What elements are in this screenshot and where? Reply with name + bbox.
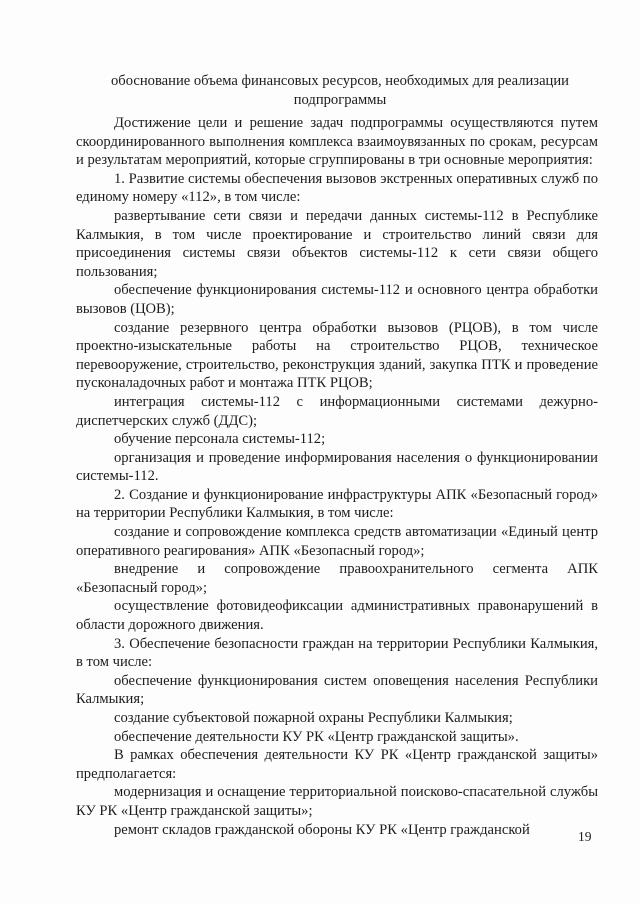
paragraph: создание резервного центра обработки вызовов (РЦОВ), в том числе проектно-изыскательные работы на строительство РЦОВ, техническое перевооружение, строительство, реконструкция зданий, закупка ПТК и проведение пусконаладочных работ и монтажа ПТК РЦОВ; [76,319,598,392]
paragraph: обеспечение функционирования систем оповещения населения Республики Калмыкия; [76,672,598,708]
paragraph: модернизация и оснащение территориальной поисково-спасательной службы КУ РК «Центр гражданской защиты»; [76,784,598,819]
paragraph: 1. Развитие системы обеспечения вызовов экстренных оперативных служб по единому номеру «112», в том числе: [76,170,598,206]
paragraph: обеспечение функционирования системы-112 и основного центра обработки вызовов (ЦОВ); [76,282,598,317]
document-body [76,114,598,839]
paragraph: 3. Обеспечение безопасности граждан на территории Республики Калмыкия, в том числе: [76,635,598,671]
paragraph: 2. Создание и функционирование инфраструктуры АПК «Безопасный город» на территории Республики Калмыкия, в том числе: [76,486,598,522]
paragraph: обеспечение деятельности КУ РК «Центр гражданской защиты». [114,728,519,745]
paragraph: интеграция системы-112 с информационными системами дежурно-диспетчерских служб (ДДС); [76,393,598,429]
paragraph: создание и сопровождение комплекса средств автоматизации «Единый центр оперативного реагирования» АПК «Безопасный город»; [76,524,598,559]
paragraph: внедрение и сопровождение правоохранительного сегмента АПК «Безопасный город»; [76,561,598,596]
paragraph: В рамках обеспечения деятельности КУ РК «Центр гражданской защиты» предполагается: [76,747,598,782]
section-heading: обоснование объема финансовых ресурсов, необходимых для реализации подпрограммы [111,73,569,108]
page-number: 19 [578,829,592,844]
paragraph: развертывание сети связи и передачи данных системы-112 в Республике Калмыкия, в том числе проектирование и строительство линий связи для присоединения системы связи объектов системы-112 к сети связи общего пользования; [76,207,598,280]
paragraph: Достижение цели и решение задач подпрограммы осуществляются путем скоординированного выполнения комплекса взаимоувязанных по срокам, ресурсам и результатам мероприятий, которые сгруппированы в три основные мероприятия: [76,115,598,169]
paragraph: обучение персонала системы-112; [114,431,326,448]
paragraph: осуществление фотовидеофиксации административных правонарушений в области дорожного движения. [76,598,598,634]
paragraph: организация и проведение информирования населения о функционировании системы-112. [76,449,598,485]
paragraph: ремонт складов гражданской обороны КУ РК «Центр гражданской [114,821,530,838]
paragraph: создание субъектовой пожарной охраны Республики Калмыкия; [114,710,513,726]
